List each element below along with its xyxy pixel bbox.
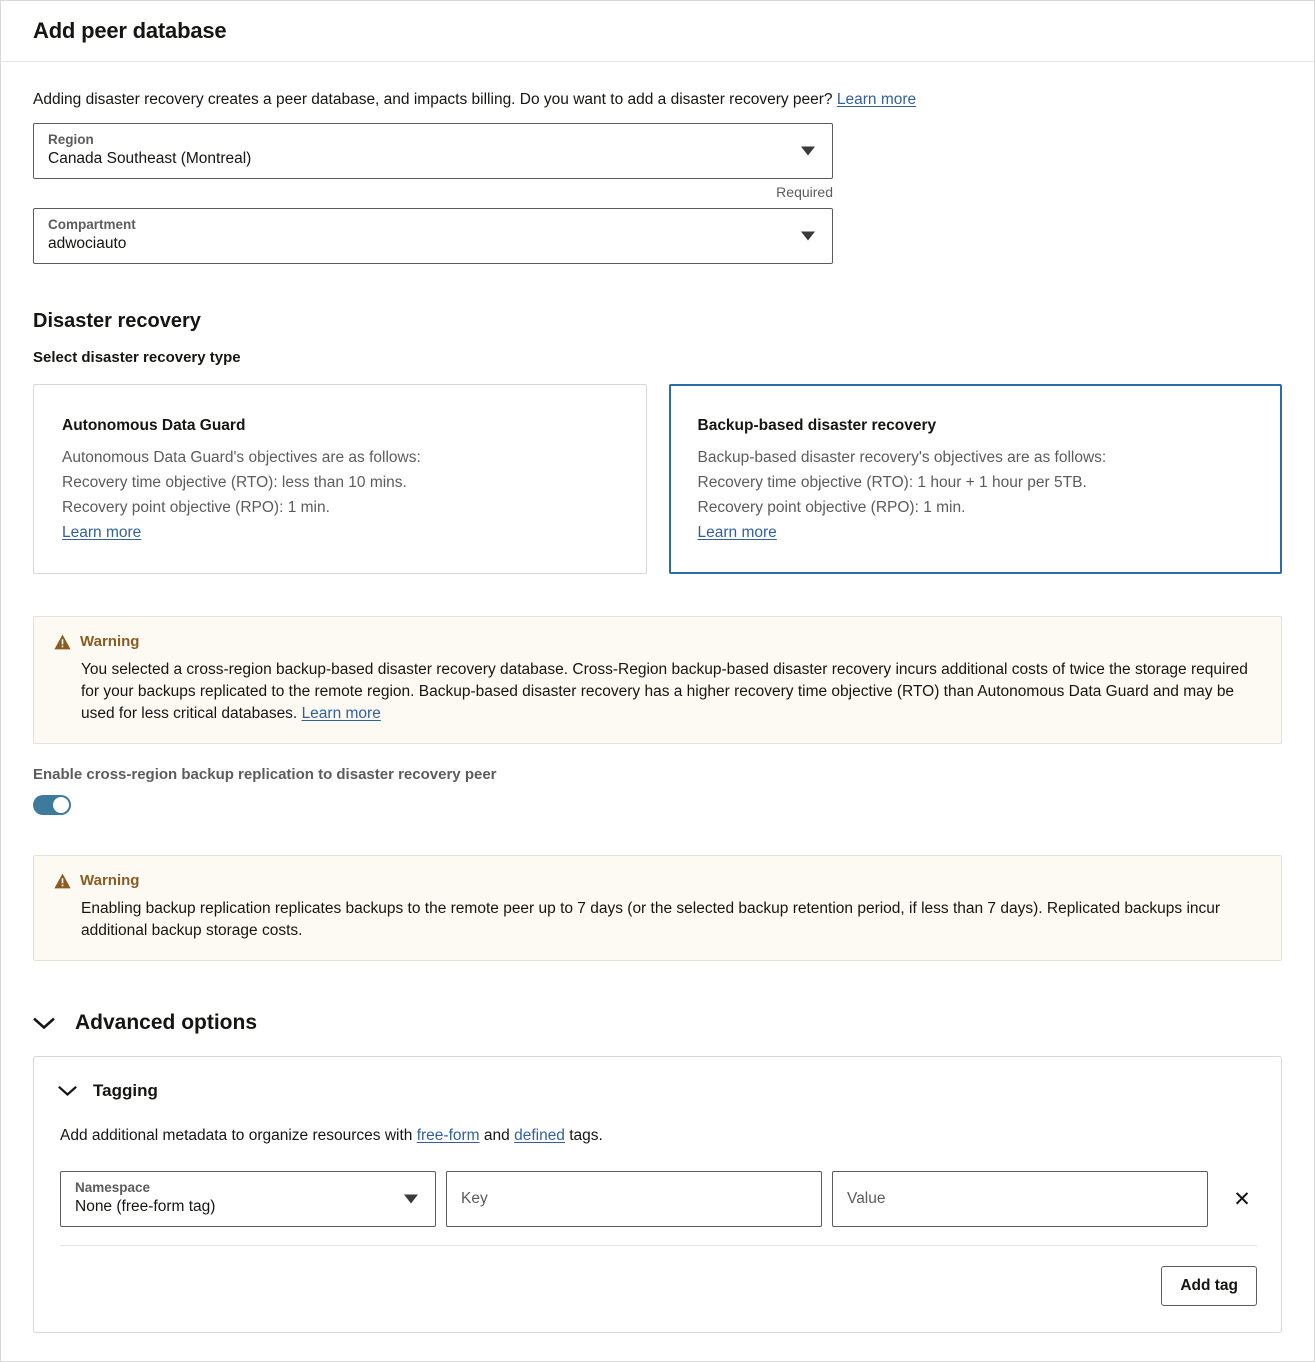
warning-header	[54, 633, 1259, 650]
dr-card-learn-more-link[interactable]: Learn more	[697, 524, 777, 541]
chevron-down-icon	[58, 1085, 77, 1097]
dr-card-line-1: Autonomous Data Guard's objectives are as follows:	[62, 449, 421, 466]
toggle-knob	[53, 797, 69, 813]
page-title: Add peer database	[33, 18, 227, 43]
add-tag-button[interactable]: Add tag	[1161, 1266, 1257, 1306]
free-form-tags-link[interactable]: free-form	[416, 1127, 480, 1144]
replication-toggle-label: Enable cross-region backup replication to disaster recovery peer	[33, 766, 497, 783]
select-dr-type-label: Select disaster recovery type	[33, 349, 241, 366]
intro-learn-more-link[interactable]: Learn more	[836, 91, 917, 108]
warning-body: Enabling backup replication replicates backups to the remote peer up to 7 days (or the selected backup retention period, if less than 7 days). Replicated backups incur additional backup storage costs.	[81, 900, 1221, 939]
compartment-select-value: adwociauto	[48, 235, 127, 252]
warning-body-text: You selected a cross-region backup-based disaster recovery database. Cross-Region backup-based disaster recovery incurs additional costs of twice the storage required for your backups replicated to the remote region. Backup-based disaster recovery has a higher recovery time objective (RTO) than Autonomous Data Guard and may be used for less critical databases.	[81, 661, 1248, 722]
warning-banner-cross-region	[33, 616, 1282, 744]
tagging-desc-mid: and	[479, 1127, 515, 1144]
warning-label: Warning	[80, 872, 140, 889]
advanced-options-title: Advanced options	[75, 1011, 258, 1034]
warning-triangle-icon	[54, 873, 71, 889]
warning-triangle-icon	[54, 634, 71, 650]
region-required-note: Required	[776, 184, 833, 200]
warning-banner-backup-replication	[33, 855, 1282, 961]
dr-card-line-2: Recovery time objective (RTO): less than 10 mins.	[62, 474, 407, 491]
dr-card-line-2: Recovery time objective (RTO): 1 hour + 1 hour per 5TB.	[697, 474, 1087, 491]
warning-learn-more-link[interactable]: Learn more	[301, 705, 381, 722]
panel-body	[1, 90, 1314, 1333]
compartment-select-label: Compartment	[48, 217, 136, 232]
dr-card-line-3: Recovery point objective (RPO): 1 min.	[697, 499, 966, 516]
dr-card-line-3: Recovery point objective (RPO): 1 min.	[62, 499, 330, 516]
tagging-desc-prefix: Add additional metadata to organize resources with	[60, 1127, 417, 1144]
intro-paragraph	[33, 90, 1282, 110]
dr-type-card-row	[33, 384, 1282, 574]
tagging-section-toggle[interactable]	[58, 1081, 1257, 1101]
advanced-options-toggle[interactable]	[33, 1011, 1282, 1035]
warning-label: Warning	[80, 633, 140, 650]
tagging-title: Tagging	[93, 1081, 158, 1100]
add-tag-row	[58, 1266, 1257, 1306]
disaster-recovery-heading: Disaster recovery	[33, 310, 201, 332]
tag-divider	[60, 1245, 1257, 1246]
tagging-desc-suffix: tags.	[564, 1127, 603, 1144]
compartment-select[interactable]	[33, 208, 833, 264]
region-select[interactable]	[33, 123, 833, 179]
warning-header	[54, 872, 1259, 889]
chevron-down-icon	[33, 1017, 55, 1030]
replication-toggle[interactable]	[33, 795, 71, 815]
dr-card-title: Backup-based disaster recovery	[697, 417, 937, 434]
defined-tags-link[interactable]: defined	[514, 1127, 565, 1144]
namespace-select-value: None (free-form tag)	[75, 1198, 216, 1215]
tag-row	[58, 1171, 1257, 1227]
intro-text: Adding disaster recovery creates a peer database, and impacts billing. Do you want to add a disaster recovery peer?	[33, 91, 833, 108]
region-select-value: Canada Southeast (Montreal)	[48, 150, 252, 167]
tag-key-input[interactable]	[446, 1171, 822, 1227]
panel-header	[1, 1, 1314, 62]
warning-body	[54, 659, 1259, 725]
dr-card-title: Autonomous Data Guard	[62, 417, 246, 434]
tagging-description	[58, 1127, 1257, 1145]
dr-card-line-1: Backup-based disaster recovery's objectives are as follows:	[697, 449, 1107, 466]
chevron-down-icon	[404, 1195, 418, 1204]
region-select-label: Region	[48, 132, 94, 147]
namespace-select-label: Namespace	[75, 1180, 151, 1195]
chevron-down-icon	[801, 147, 815, 156]
dr-card-backup-based-disaster-recovery[interactable]	[669, 384, 1283, 574]
tag-value-input[interactable]	[832, 1171, 1208, 1227]
chevron-down-icon	[801, 232, 815, 241]
remove-tag-button[interactable]: ✕	[1233, 1187, 1251, 1211]
tagging-panel	[33, 1056, 1282, 1333]
dr-card-learn-more-link[interactable]: Learn more	[62, 524, 142, 541]
dr-card-autonomous-data-guard[interactable]	[33, 384, 647, 574]
namespace-select[interactable]	[60, 1171, 436, 1227]
